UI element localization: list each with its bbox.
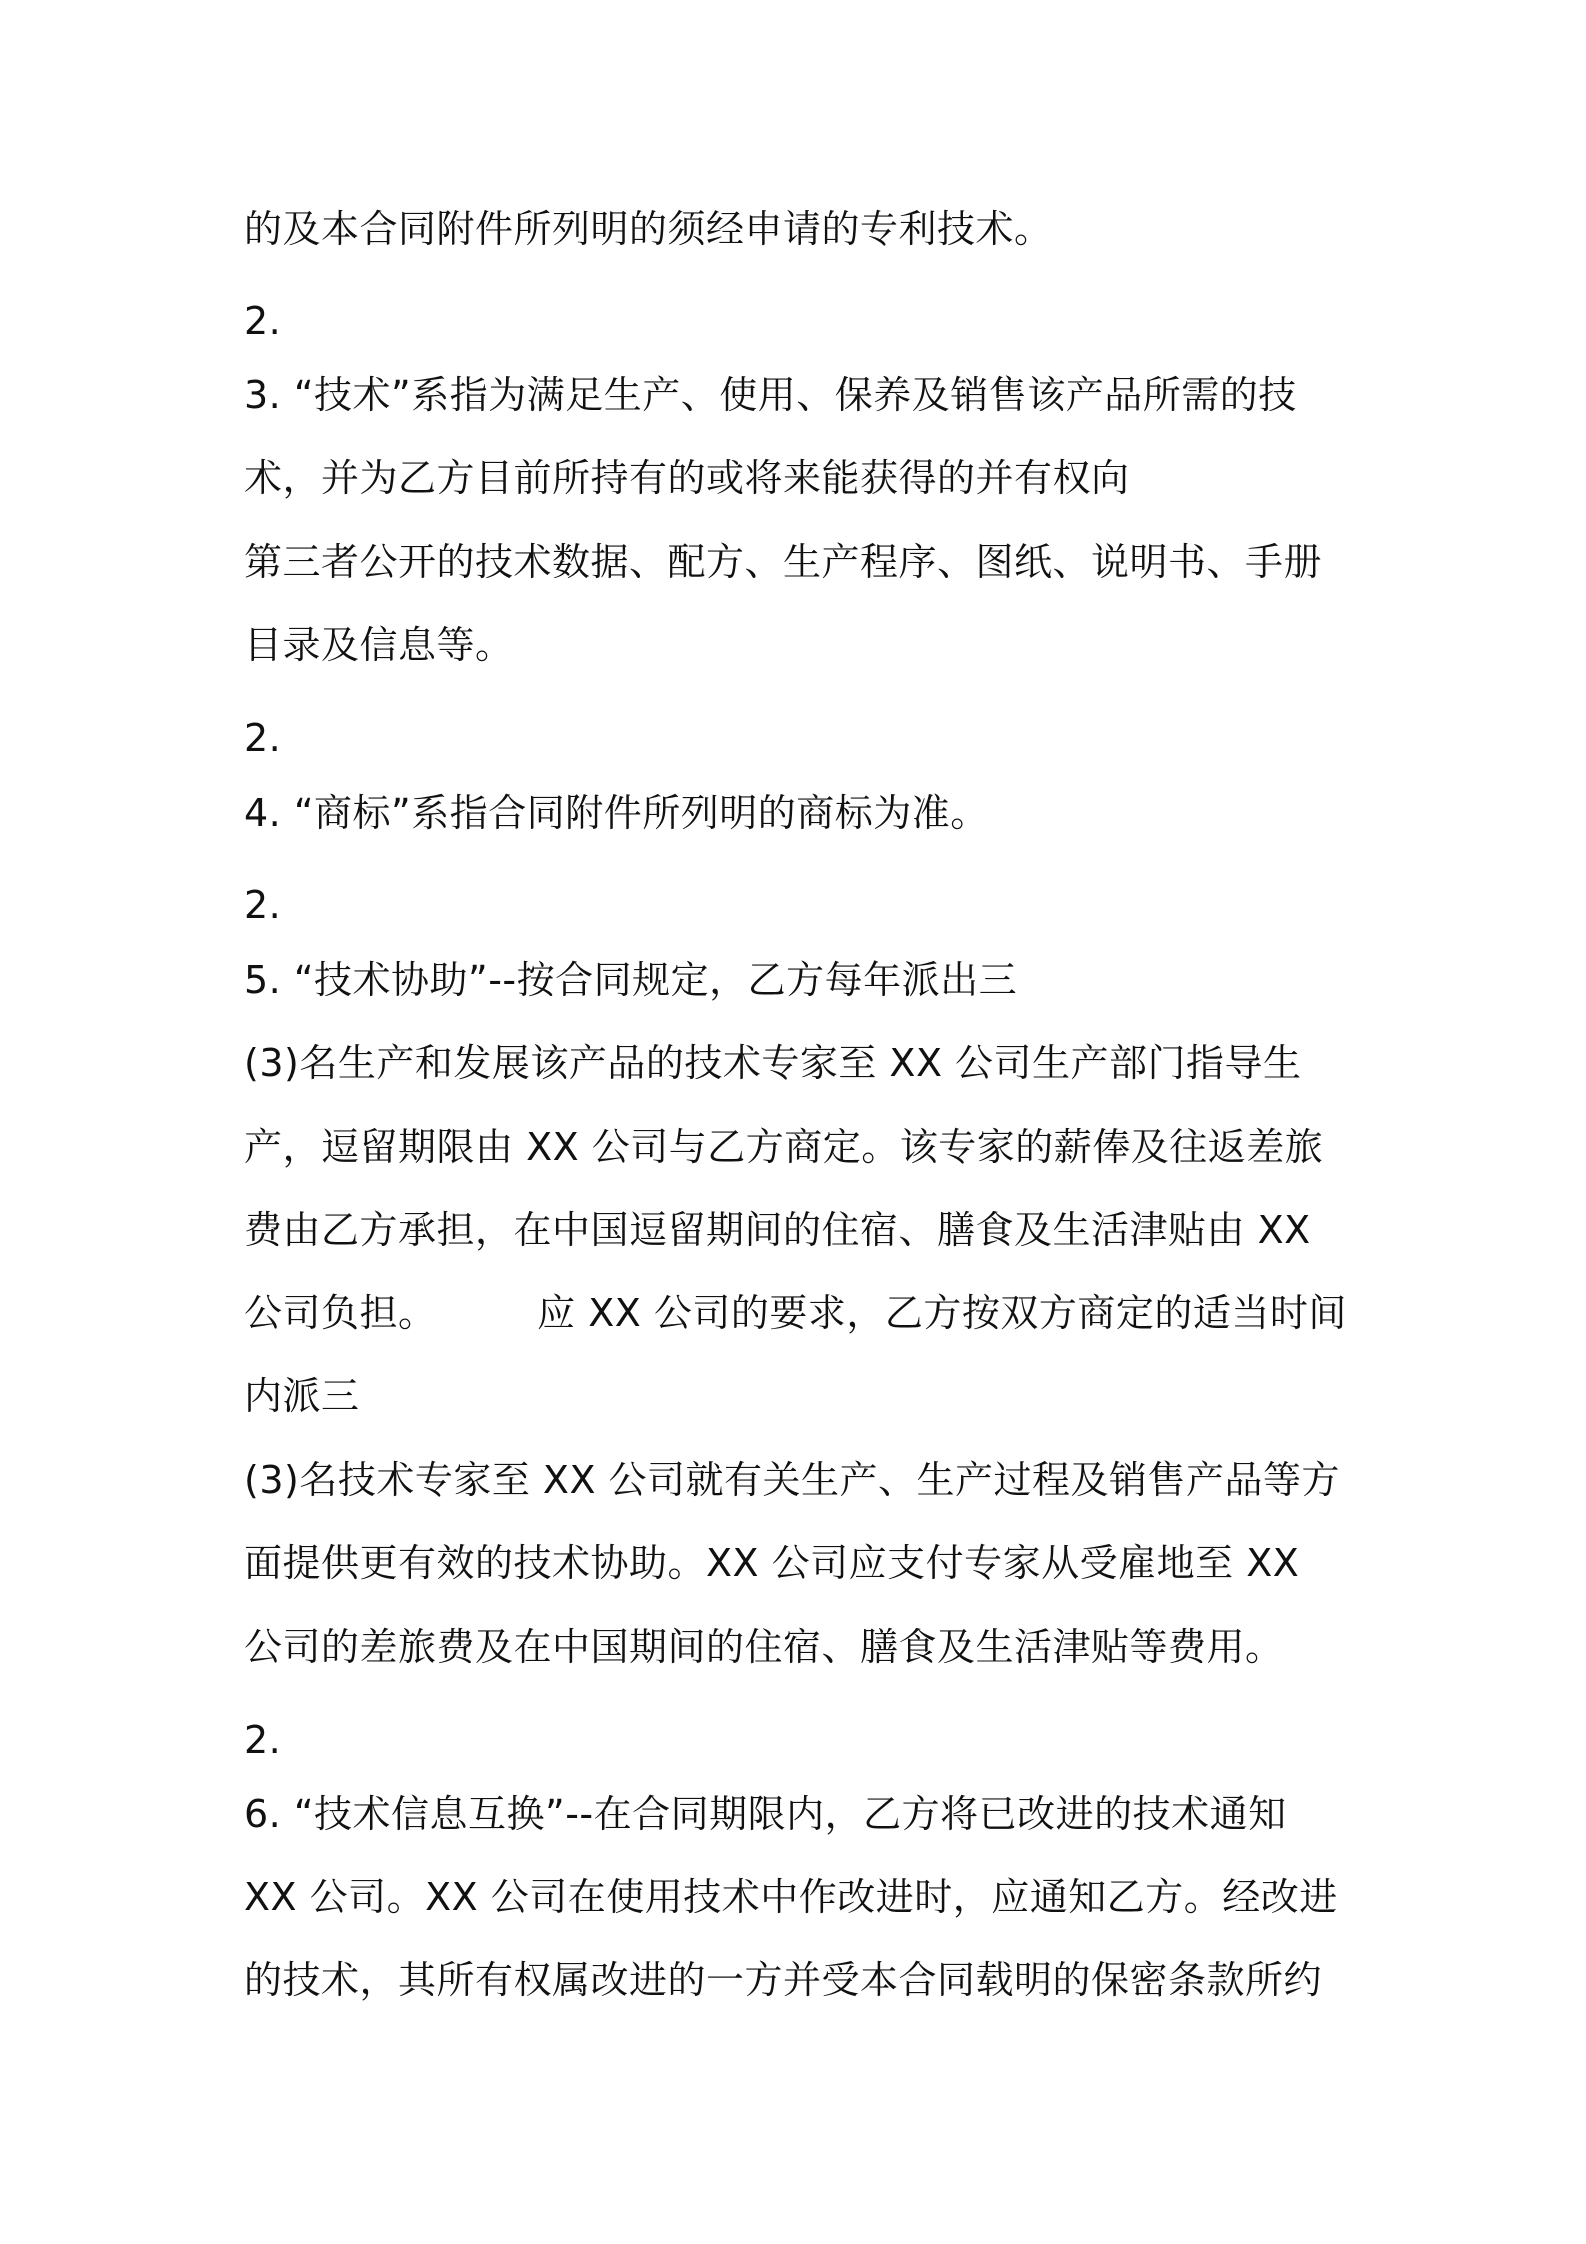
clause-5-line-6: 内派三 (244, 1374, 360, 1418)
clause-3-line-2: 术，并为乙方目前所持有的或将来能获得的并有权向 (244, 456, 1130, 500)
clause-5-line-1: 5. “技术协助”--按合同规定，乙方每年派出三 (244, 958, 1018, 1002)
section-number: 2. (244, 716, 282, 760)
text-line: 的及本合同附件所列明的须经申请的专利技术。 (244, 207, 1053, 251)
clause-3-line-3: 第三者公开的技术数据、配方、生产程序、图纸、说明书、手册 (244, 540, 1323, 584)
section-number: 2. (244, 1718, 282, 1762)
clause-5-line-4: 费由乙方承担，在中国逗留期间的住宿、膳食及生活津贴由 XX (244, 1208, 1311, 1252)
section-number: 2. (244, 299, 282, 343)
clause-5-line-5: 公司负担。 应 XX 公司的要求，乙方按双方商定的适当时间 (244, 1291, 1347, 1335)
clause-4-line-1: 4. “商标”系指合同附件所列明的商标为准。 (244, 791, 989, 835)
clause-3-line-4: 目录及信息等。 (244, 623, 514, 667)
section-number: 2. (244, 883, 282, 927)
clause-3-line-1: 3. “技术”系指为满足生产、使用、保养及销售该产品所需的技 (244, 373, 1297, 417)
clause-6-line-2: XX 公司。XX 公司在使用技术中作改进时，应通知乙方。经改进 (244, 1875, 1338, 1919)
clause-6-line-3: 的技术，其所有权属改进的一方并受本合同载明的保密条款所约 (244, 1958, 1323, 2002)
clause-5-line-9: 公司的差旅费及在中国期间的住宿、膳食及生活津贴等费用。 (244, 1625, 1284, 1669)
clause-5-line-2: (3)名生产和发展该产品的技术专家至 XX 公司生产部门指导生 (244, 1041, 1302, 1085)
clause-5-line-3: 产，逗留期限由 XX 公司与乙方商定。该专家的薪俸及往返差旅 (244, 1125, 1324, 1169)
clause-5-line-8: 面提供更有效的技术协助。XX 公司应支付专家从受雇地至 XX (244, 1541, 1300, 1585)
clause-5-line-7: (3)名技术专家至 XX 公司就有关生产、生产过程及销售产品等方 (244, 1458, 1341, 1502)
clause-6-line-1: 6. “技术信息互换”--在合同期限内，乙方将已改进的技术通知 (244, 1792, 1287, 1836)
